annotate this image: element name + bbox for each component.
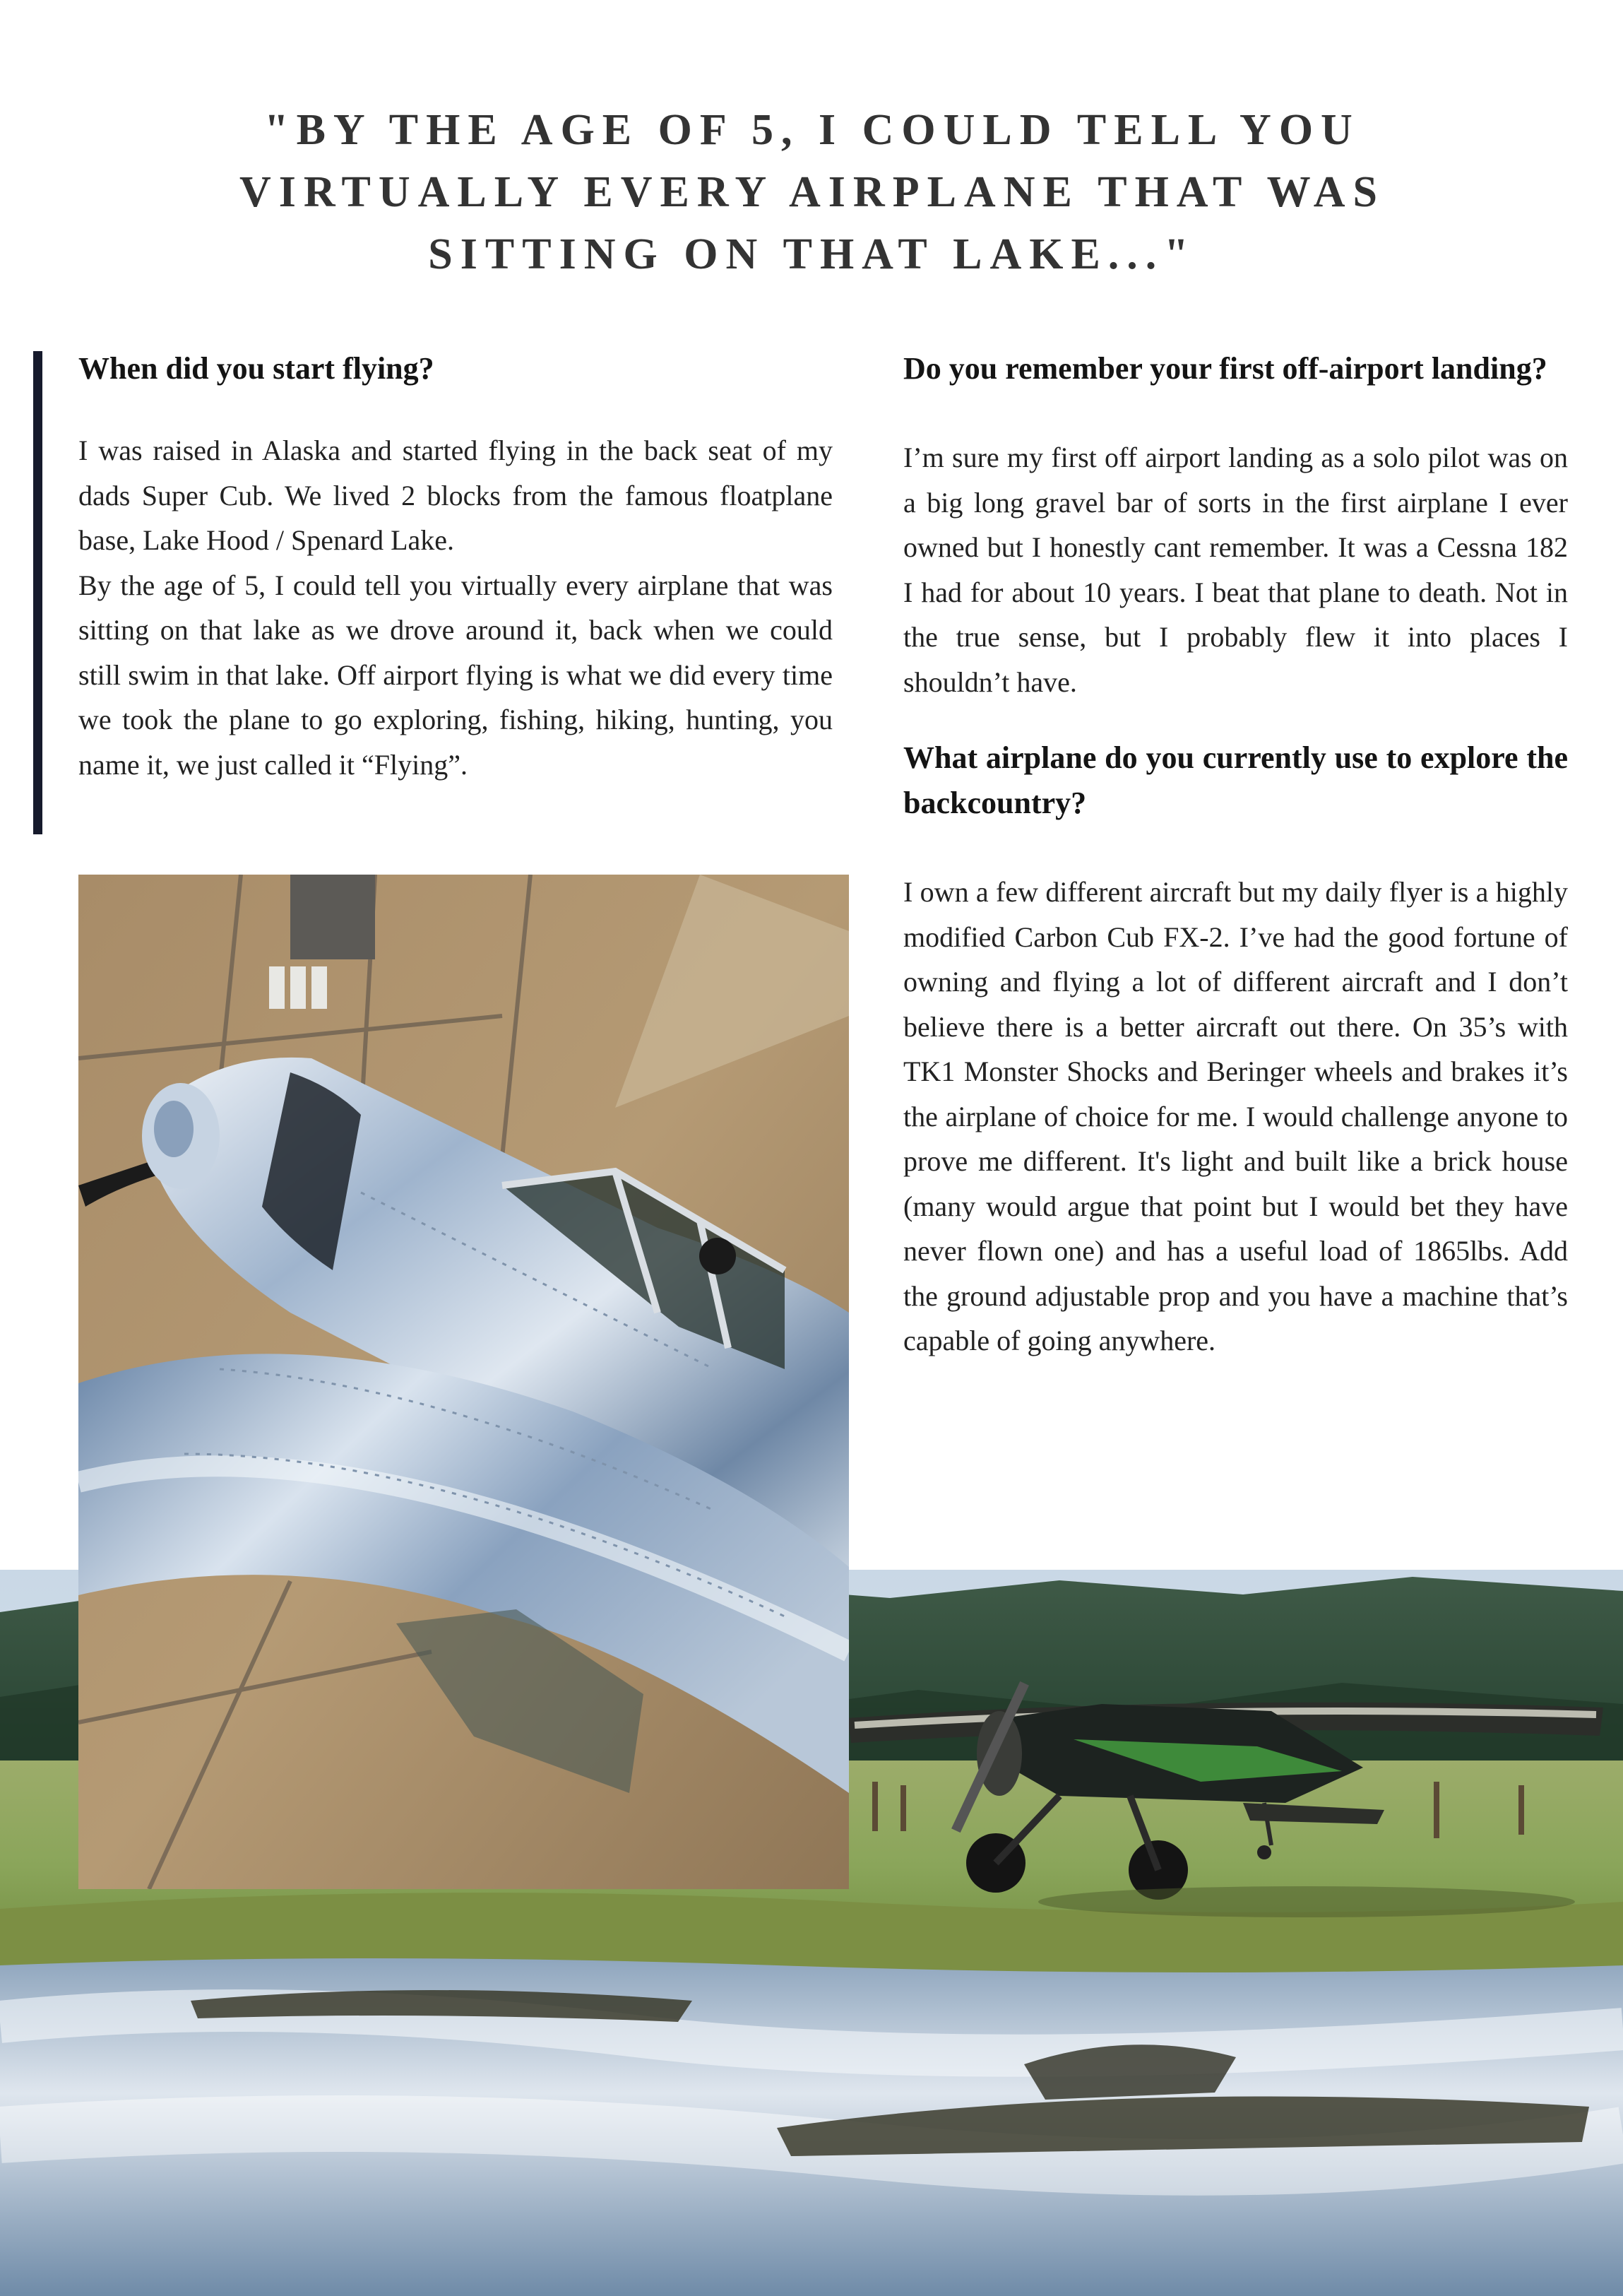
right-column (903, 346, 1568, 1363)
question-first-landing: Do you remember your first off-airport landing? (903, 351, 1547, 386)
accent-bar (33, 351, 42, 834)
aerial-airplane-photo (78, 875, 849, 1889)
question-current-airplane: What airplane do you currently use to explore the backcountry? (903, 740, 1568, 820)
answer-paragraph-1: I was raised in Alaska and started flying in the back seat of my dads Super Cub. We lived 2 blocks from the famous floatplane base, Lake Hood / Spenard Lake. (78, 434, 833, 556)
answer-first-landing: I’m sure my first off airport landing as a solo pilot was on a big long gravel bar of sorts in the first airplane I ever owned but I honestly cant remember. It was a Cessna 182 I had for about 10 years. I beat that plane to death. Not in the true sense, but I probably flew it into places I shouldn’t have. (903, 442, 1568, 698)
headline-line-1: "BY THE AGE OF 5, I COULD TELL YOU (264, 106, 1360, 154)
answer-current-airplane: I own a few different aircraft but my daily flyer is a highly modified Carbon Cub FX-2. I’ve had the good fortune of owning and flying a lot of different aircraft and I don’t believe there is a better aircraft out there. On 35’s with TK1 Monster Shocks and Beringer wheels and brakes it’s the airplane of choice for me. I would challenge anyone to prove me different. It's light and built like a brick house (many would argue that point but I would bet they have never flown one) and has a useful load of 1865lbs. Add the ground adjustable prop and you have a machine that’s capable of going anywhere. (903, 876, 1568, 1356)
left-column (78, 346, 833, 787)
headline-line-3: SITTING ON THAT LAKE..." (428, 230, 1196, 278)
question-start-flying: When did you start flying? (78, 351, 434, 386)
pull-quote-headline (212, 99, 1413, 285)
answer-paragraph-2: By the age of 5, I could tell you virtually every airplane that was sitting on that lake as we drove around it, back when we could still swim in that lake. Off airport flying is what we did every time we took the plane to go exploring, fishing, hiking, hunting, you name it, we just called it “Flying”. (78, 569, 833, 781)
headline-line-2: VIRTUALLY EVERY AIRPLANE THAT WAS (239, 168, 1385, 216)
